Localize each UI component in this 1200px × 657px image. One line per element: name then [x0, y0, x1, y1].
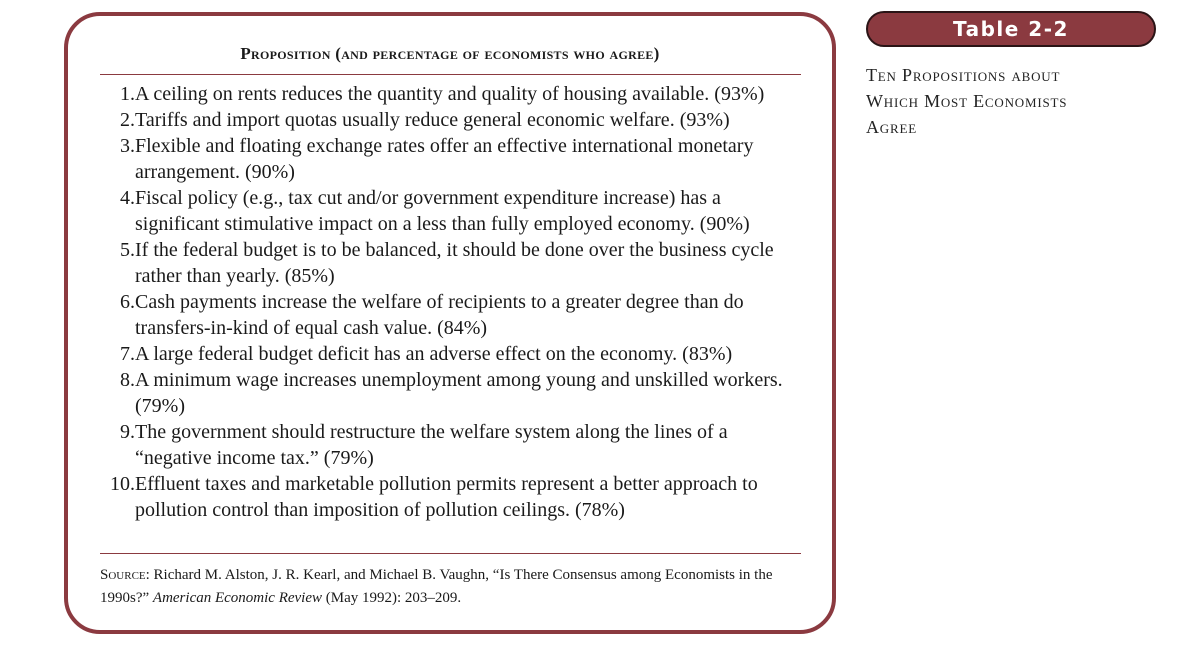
- proposition-item: [100, 133, 800, 185]
- proposition-number: 9.: [120, 421, 135, 443]
- proposition-number: 6.: [120, 291, 135, 313]
- proposition-list: [100, 81, 800, 523]
- source-label: Source:: [100, 567, 150, 583]
- caption-line: Ten Propositions about: [866, 65, 1061, 85]
- table-caption: [866, 62, 1166, 140]
- source-rule: [100, 553, 801, 554]
- table-heading: Proposition (and percentage of economists who agree): [240, 44, 660, 63]
- proposition-text: Effluent taxes and marketable pollution permits represent a better approach to pollution control than imposition of pollution ceilings. (78%): [135, 473, 758, 521]
- proposition-item: [100, 185, 800, 237]
- proposition-item: [100, 237, 800, 289]
- proposition-text: The government should restructure the welfare system along the lines of a “negative income tax.” (79%): [135, 421, 728, 469]
- proposition-item: [100, 471, 800, 523]
- proposition-number: 1.: [120, 83, 135, 105]
- source-citation: (May 1992): 203–209.: [322, 590, 462, 606]
- proposition-number: 10.: [110, 473, 135, 495]
- proposition-number: 3.: [120, 135, 135, 157]
- proposition-number: 4.: [120, 187, 135, 209]
- caption-line: Agree: [866, 117, 917, 137]
- proposition-number: 5.: [120, 239, 135, 261]
- proposition-text: Flexible and floating exchange rates offer an effective international monetary arrangement. (90%): [135, 135, 754, 183]
- proposition-item: [100, 289, 800, 341]
- proposition-text: If the federal budget is to be balanced, it should be done over the business cycle rather than yearly. (85%): [135, 239, 774, 287]
- caption-line: Which Most Economists: [866, 91, 1068, 111]
- proposition-item: [100, 81, 800, 107]
- proposition-item: [100, 419, 800, 471]
- source-journal: American Economic Review: [152, 590, 323, 606]
- proposition-item: [100, 367, 800, 419]
- proposition-text: Tariffs and import quotas usually reduce general economic welfare. (93%): [135, 109, 730, 131]
- proposition-text: A large federal budget deficit has an adverse effect on the economy. (83%): [135, 343, 733, 365]
- proposition-text: A ceiling on rents reduces the quantity and quality of housing available. (93%): [135, 83, 765, 105]
- proposition-text: Fiscal policy (e.g., tax cut and/or government expenditure increase) has a significant stimulative impact on a less than fully employed economy. (90%): [135, 187, 750, 235]
- proposition-number: 2.: [120, 109, 135, 131]
- source-authors-title: Richard M. Alston, J. R. Kearl, and Michael B. Vaughn, “Is There Consensus among Economists in the 1990s?”: [100, 567, 773, 606]
- table-number-badge: Table 2-2: [866, 11, 1156, 47]
- proposition-number: 7.: [120, 343, 135, 365]
- proposition-text: Cash payments increase the welfare of recipients to a greater degree than do transfers-in-kind of equal cash value. (84%): [135, 291, 744, 339]
- proposition-number: 8.: [120, 369, 135, 391]
- proposition-item: [100, 107, 800, 133]
- source-note: [100, 564, 810, 610]
- proposition-item: [100, 341, 800, 367]
- proposition-text: A minimum wage increases unemployment among young and unskilled workers. (79%): [135, 369, 783, 417]
- heading-rule: [100, 74, 801, 75]
